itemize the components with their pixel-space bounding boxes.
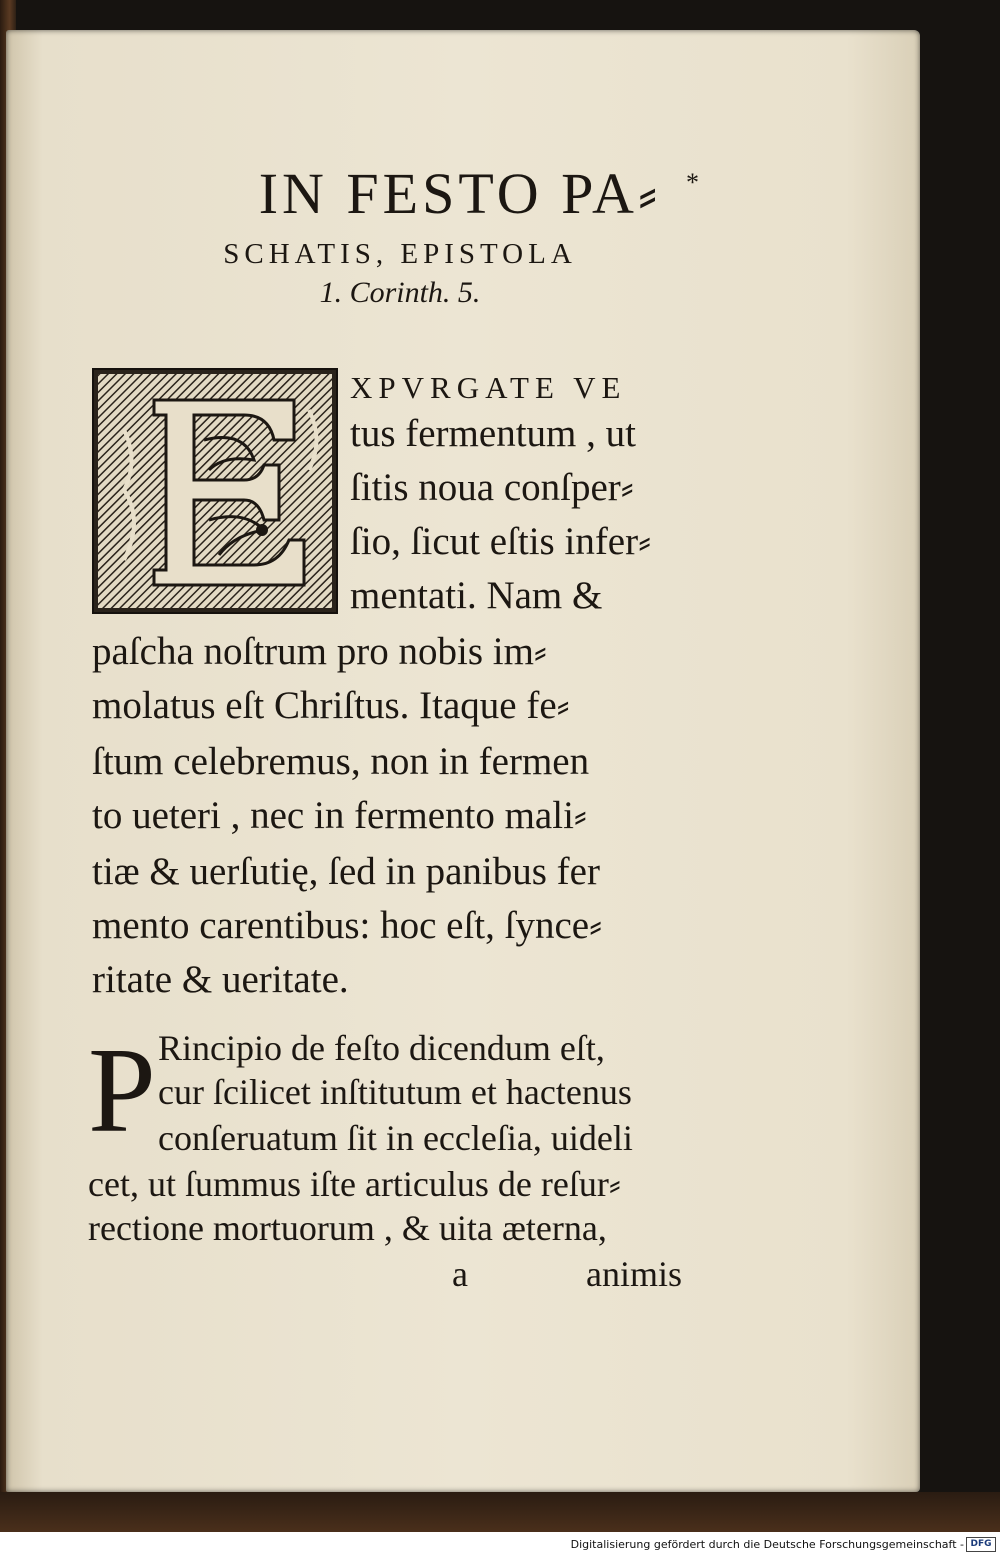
- heading-line-3: 1. Corinth. 5.: [319, 276, 481, 309]
- footer-credit-text: Digitalisierung gefördert durch die Deutsche Forschungsgemeinschaft -: [570, 1538, 964, 1551]
- epistle-line-6: paſcha noſtrum pro nobis im⸗: [92, 630, 547, 673]
- signature-mark: *: [686, 168, 699, 197]
- commentary-line-2: cur ſcilicet inſtitutum et hactenus: [158, 1072, 632, 1112]
- epistle-line-12: ritate & ueritate.: [92, 958, 349, 1001]
- catchword-left: a: [452, 1254, 468, 1294]
- epistle-line-5: mentati. Nam &: [350, 574, 603, 617]
- catchword-right: animis: [586, 1254, 682, 1294]
- decorated-initial-e: [92, 368, 338, 614]
- epistle-line-3: ſitis noua conſper⸗: [350, 466, 634, 509]
- epistle-line-1: XPVRGATE VE: [350, 370, 627, 405]
- epistle-line-8: ſtum celebremus, non in fermen: [92, 740, 590, 783]
- epistle-line-10: tiæ & uerſutię, ſed in panibus fer: [92, 850, 600, 893]
- heading-line-2: SCHATIS, EPISTOLA: [223, 238, 577, 270]
- dfg-logo-icon: DFG: [966, 1537, 996, 1552]
- commentary-line-1: Rincipio de feſto dicendum eſt,: [158, 1028, 605, 1068]
- epistle-line-4: ſio, ſicut eſtis infer⸗: [350, 520, 652, 563]
- commentary-line-3: conſeruatum ſit in eccleſia, uideli: [158, 1118, 633, 1158]
- epistle-line-2: tus fermentum , ut: [350, 412, 636, 455]
- initial-p: P: [88, 1023, 156, 1158]
- commentary-line-4: cet, ut ſummus iſte articulus de reſur⸗: [88, 1164, 621, 1204]
- epistle-line-7: molatus eſt Chriſtus. Itaque fe⸗: [92, 684, 570, 727]
- commentary-line-5: rectione mortuorum , & uita æterna,: [88, 1208, 607, 1248]
- digitization-footer: [0, 1532, 1000, 1555]
- book-bottom-edge: [0, 1492, 1000, 1532]
- decorated-initial-e-drawing: [94, 370, 336, 612]
- epistle-line-11: mento carentibus: hoc eſt, ſynce⸗: [92, 904, 603, 947]
- epistle-line-9: to ueteri , nec in fermento mali⸗: [92, 794, 587, 837]
- heading-line-1: IN FESTO PA⸗: [258, 161, 662, 226]
